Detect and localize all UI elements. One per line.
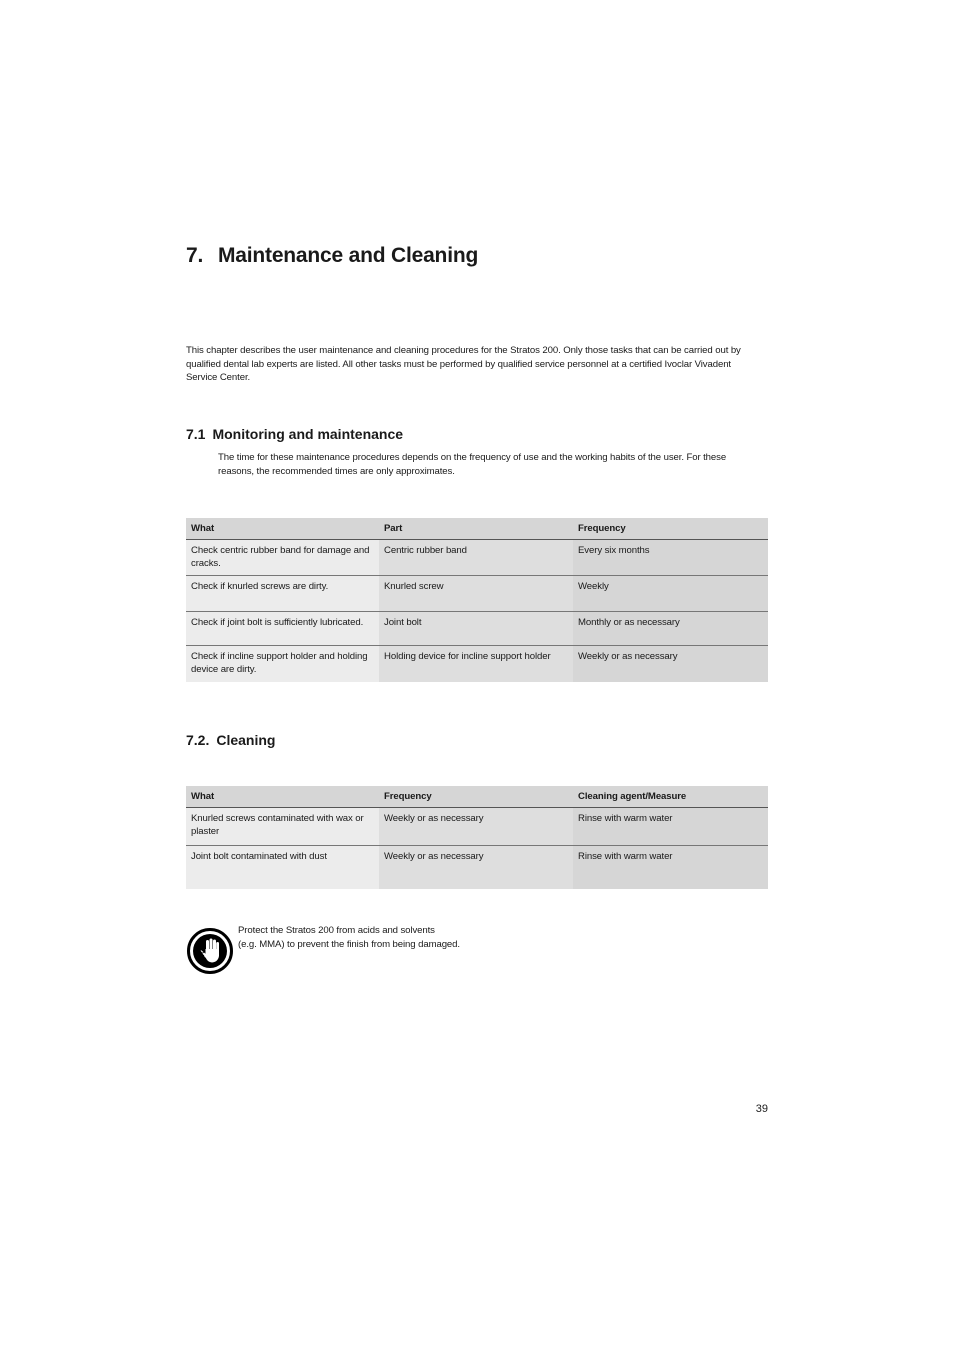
- section-number: 7.1: [186, 426, 206, 442]
- chapter-intro: This chapter describes the user maintenance and cleaning procedures for the Stratos 200. Only those tasks that can be carried out by qualified dental lab experts are listed. All other tasks must be performed by qualified service personnel at a certified Ivoclar Vivadent Service Center.: [186, 345, 741, 384]
- table-row: [186, 645, 768, 682]
- section-intro: The time for these maintenance procedures depends on the frequency of use and the working habits of the user. For these reasons, the recommended times are only approximates.: [218, 452, 727, 477]
- table-row: [186, 540, 768, 576]
- table-row: [186, 846, 768, 889]
- section-heading-cleaning: [186, 732, 275, 748]
- table-cell: Rinse with warm water: [573, 808, 768, 846]
- table-cell: Joint bolt contaminated with dust: [186, 846, 379, 889]
- warning-text: [238, 924, 538, 952]
- table-cell: Weekly or as necessary: [379, 846, 573, 889]
- section-title: Monitoring and maintenance: [212, 426, 404, 442]
- table-cell: Check if knurled screws are dirty.: [186, 575, 379, 611]
- column-header: Cleaning agent/Measure: [573, 786, 768, 808]
- stop-hand-icon: [187, 928, 233, 974]
- table-cell: Monthly or as necessary: [573, 611, 768, 645]
- table-cell: Rinse with warm water: [573, 846, 768, 889]
- column-header: Part: [379, 518, 573, 540]
- table-cell: Check centric rubber band for damage and cracks.: [186, 540, 379, 576]
- table-cell: Check if incline support holder and holding device are dirty.: [186, 645, 379, 682]
- maintenance-table: [186, 518, 768, 682]
- table-row: [186, 808, 768, 846]
- column-header: Frequency: [573, 518, 768, 540]
- cleaning-table: [186, 786, 768, 889]
- table-cell: Knurled screws contaminated with wax or plaster: [186, 808, 379, 846]
- chapter-title: [186, 244, 478, 268]
- section-number: 7.2.: [186, 732, 210, 748]
- table-header-row: [186, 786, 768, 808]
- warning-line: Protect the Stratos 200 from acids and solvents: [238, 925, 435, 936]
- column-header: What: [186, 518, 379, 540]
- page-number: 39: [755, 1103, 768, 1115]
- column-header: What: [186, 786, 379, 808]
- table-cell: Joint bolt: [379, 611, 573, 645]
- table-row: [186, 575, 768, 611]
- table-row: [186, 611, 768, 645]
- table-cell: Centric rubber band: [379, 540, 573, 576]
- table-cell: Holding device for incline support holder: [379, 645, 573, 682]
- column-header: Frequency: [379, 786, 573, 808]
- table-header-row: [186, 518, 768, 540]
- table-cell: Weekly or as necessary: [573, 645, 768, 682]
- chapter-title-text: Maintenance and Cleaning: [218, 244, 479, 267]
- table-cell: Weekly or as necessary: [379, 808, 573, 846]
- table-cell: Weekly: [573, 575, 768, 611]
- section-title: Cleaning: [216, 732, 276, 748]
- table-cell: Knurled screw: [379, 575, 573, 611]
- table-cell: Check if joint bolt is sufficiently lubricated.: [186, 611, 379, 645]
- section-heading-monitoring: [186, 426, 403, 442]
- warning-line: (e.g. MMA) to prevent the finish from being damaged.: [238, 939, 460, 950]
- table-cell: Every six months: [573, 540, 768, 576]
- chapter-number: 7.: [186, 244, 204, 267]
